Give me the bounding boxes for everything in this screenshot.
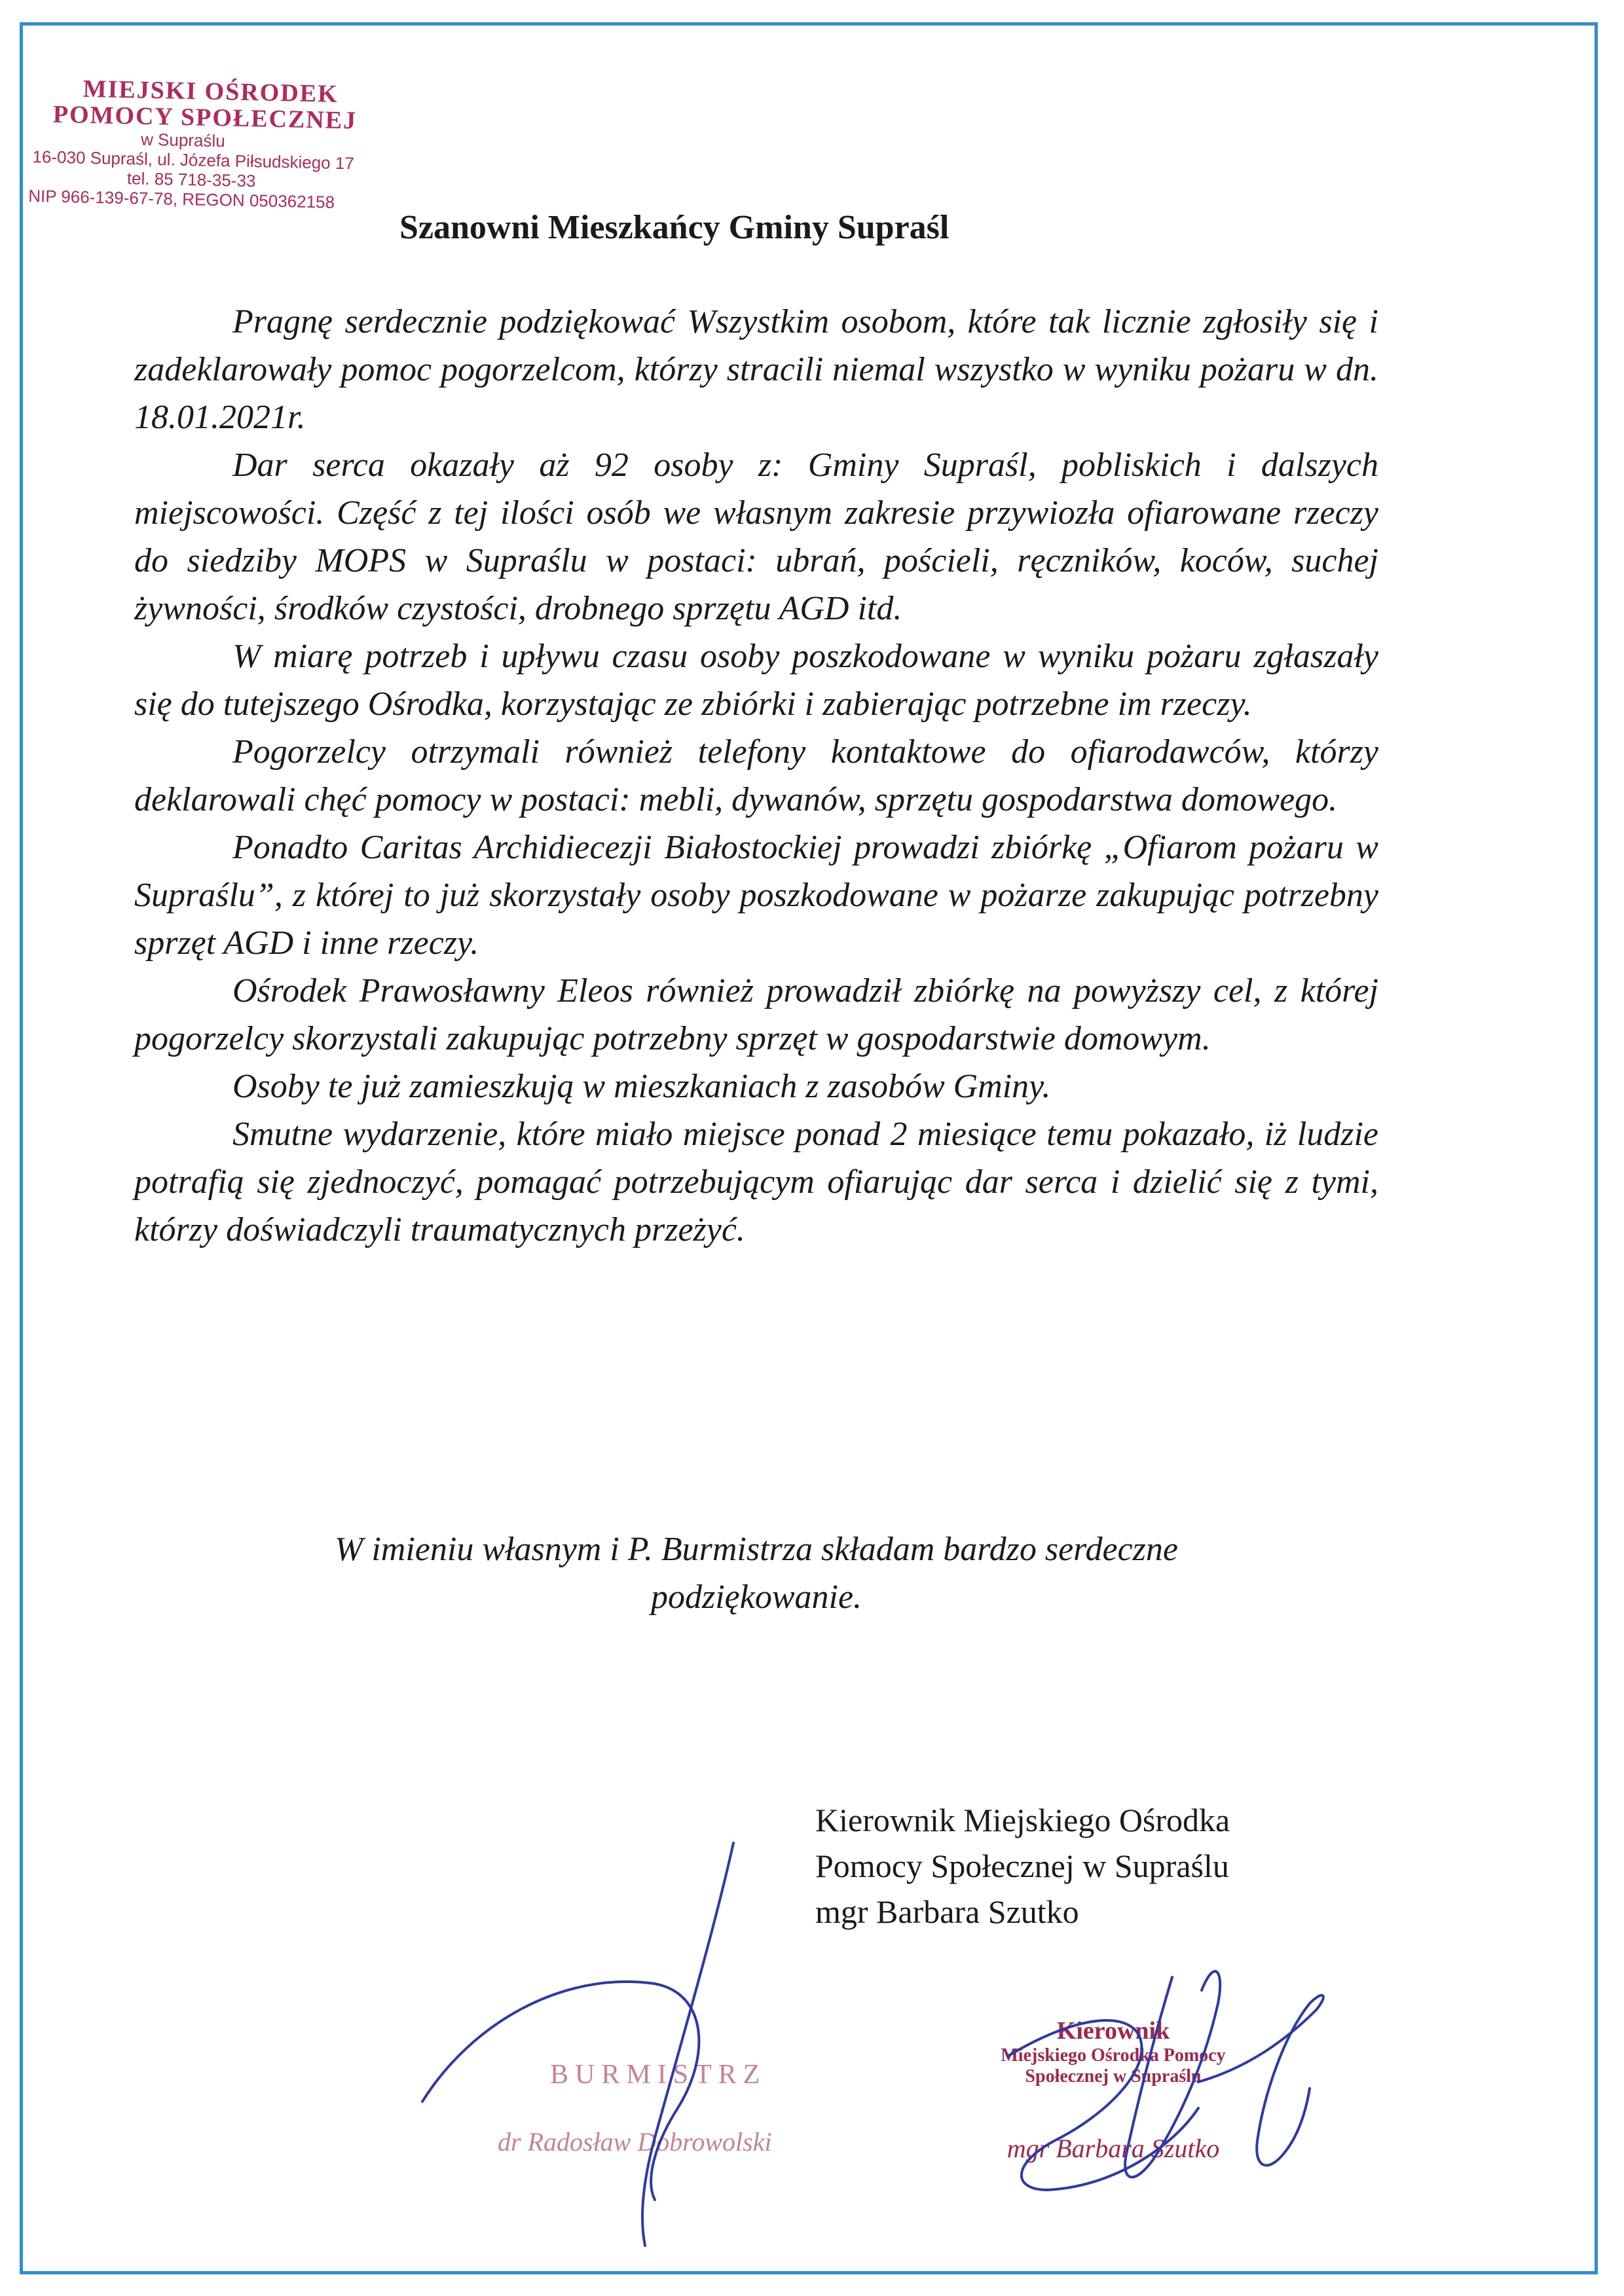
paragraph: Dar serca okazały aż 92 osoby z: Gminy Supraśl, pobliskich i dalszych miejscowości. Część z tej ilości osób we własnym zakresie przywiozła ofiarowane rzeczy do siedziby MOPS w Supraślu w postaci: ubrań, pościeli, ręczników, koców, suchej żywności, środków czystości, drobnego sprzętu AGD itd. bbox=[134, 446, 1378, 627]
stamp-line-ids: NIP 966-139-67-78, REGON 050362158 bbox=[28, 186, 335, 212]
closing-line: W imieniu własnym i P. Burmistrza składam bardzo serdeczne bbox=[335, 1531, 1178, 1568]
closing-line: podziękowanie. bbox=[650, 1578, 862, 1616]
stamp-line-location: w Supraślu bbox=[140, 129, 226, 151]
signatory-name: mgr Barbara Szutko bbox=[815, 1893, 1079, 1930]
paragraph: Pogorzelcy otrzymali również telefony kontaktowe do ofiarodawców, którzy deklarowali chęć pomocy w postaci: mebli, dywanów, sprzętu gospodarstwa domowego. bbox=[134, 733, 1378, 818]
institution-stamp bbox=[25, 75, 407, 213]
kierownik-stamp-name: mgr Barbara Szutko bbox=[1006, 2134, 1220, 2163]
signature-block bbox=[815, 1797, 1230, 1935]
burmistrz-stamp bbox=[498, 2059, 772, 2157]
kierownik-stamp-line: Społecznej w Supraślu bbox=[1025, 2066, 1202, 2086]
paragraph: Ponadto Caritas Archidiecezji Białostockiej prowadzi zbiórkę „Ofiarom pożaru w Supraślu”, z której to już skorzystały osoby poszkodowane w pożarze zakupując potrzebny sprzęt AGD i inne rzeczy. bbox=[134, 829, 1378, 962]
letter-heading: Szanowni Mieszkańcy Gminy Supraśl bbox=[399, 209, 950, 246]
paragraph: Smutne wydarzenie, które miało miejsce ponad 2 miesiące temu pokazało, iż ludzie potrafią się zjednoczyć, pomagać potrzebującym ofiarując dar serca i dzielić się z tymi, którzy doświadczyli traumatycznych przeżyć. bbox=[134, 1116, 1378, 1248]
stamp-line-address: 16-030 Supraśl, ul. Józefa Piłsudskiego 17 bbox=[32, 147, 355, 173]
paragraph: W miarę potrzeb i upływu czasu osoby poszkodowane w wyniku pożaru zgłaszały się do tutejszego Ośrodka, korzystając ze zbiórki i zabierając potrzebne im rzeczy. bbox=[134, 638, 1378, 723]
paragraph: Osoby te już zamieszkują w mieszkaniach z zasobów Gminy. bbox=[232, 1068, 1051, 1105]
letter-body bbox=[134, 298, 1378, 1254]
kierownik-stamp-title: Kierownik bbox=[1056, 2017, 1170, 2045]
stamp-line-name: MIEJSKI OŚRODEK bbox=[83, 75, 339, 108]
closing-text bbox=[216, 1525, 1297, 1621]
kierownik-stamp bbox=[930, 2016, 1297, 2164]
burmistrz-stamp-title: BURMISTRZ bbox=[550, 2060, 767, 2090]
stamp-line-name-2: POMOCY SPOŁECZNEJ bbox=[52, 100, 358, 135]
burmistrz-stamp-name: dr Radosław Dobrowolski bbox=[498, 2127, 772, 2157]
paragraph: Pragnę serdecznie podziękować Wszystkim osobom, które tak licznie zgłosiły się i zadeklarowały pomoc pogorzelcom, którzy stracili niemal wszystko w wyniku pożaru w dn. 18.01.2021r. bbox=[134, 303, 1378, 436]
paragraph: Ośrodek Prawosławny Eleos również prowadził zbiórkę na powyższy cel, z której pogorzelcy skorzystali zakupując potrzebny sprzęt w gospodarstwie domowym. bbox=[134, 972, 1378, 1057]
signatory-institution: Pomocy Społecznej w Supraślu bbox=[815, 1848, 1229, 1884]
kierownik-stamp-line: Miejskiego Ośrodka Pomocy bbox=[1001, 2045, 1226, 2066]
stamp-line-phone: tel. 85 718-35-33 bbox=[126, 168, 256, 191]
signatory-position: Kierownik Miejskiego Ośrodka bbox=[815, 1802, 1230, 1838]
